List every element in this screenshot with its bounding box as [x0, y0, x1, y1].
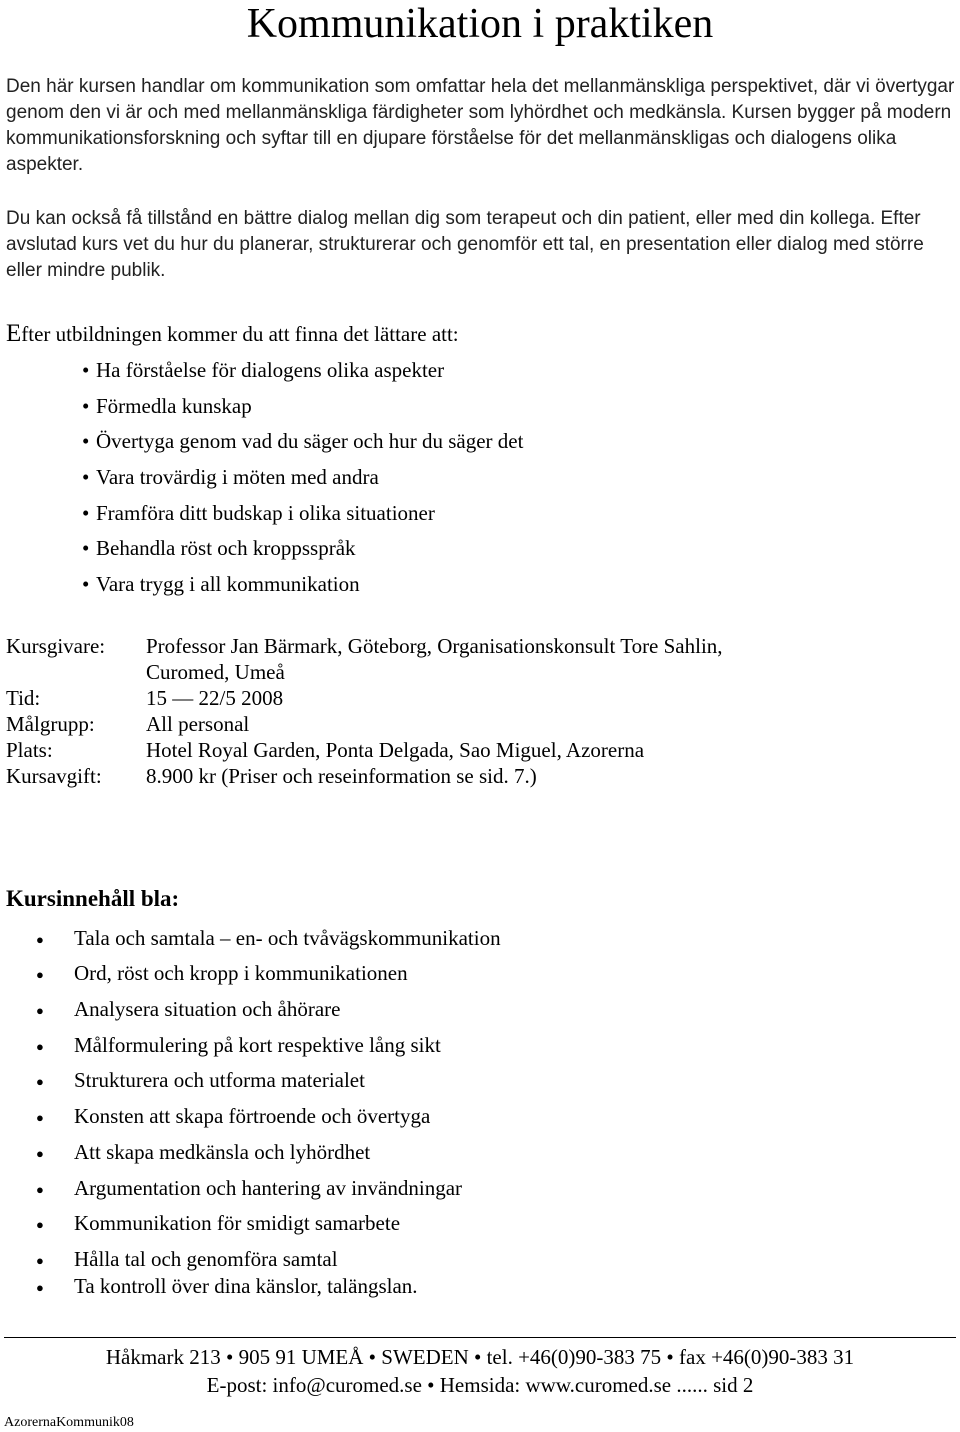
bullet-icon: ●: [36, 1146, 44, 1162]
bullet-icon: •: [82, 536, 90, 560]
info-value-plats: Hotel Royal Garden, Ponta Delgada, Sao Miguel, Azorerna: [146, 738, 645, 762]
content-item: [36, 1245, 338, 1275]
bullet-icon: •: [82, 394, 90, 418]
document-code: AzorernaKommunik08: [4, 1415, 134, 1430]
footer-divider: [4, 1337, 956, 1338]
page-title: Kommunikation i praktiken: [246, 1, 714, 47]
content-item: [36, 1209, 400, 1239]
content-item-text: Ta kontroll över dina känslor, talängslan.: [74, 1274, 418, 1298]
content-item-text: Strukturera och utforma materialet: [74, 1068, 365, 1092]
content-item-text: Konsten att skapa förtroende och övertyga: [74, 1104, 431, 1128]
bullet-icon: ●: [36, 1039, 44, 1055]
content-item: [36, 1272, 418, 1302]
content-item-text: Analysera situation och åhörare: [74, 997, 341, 1021]
content-item: [36, 959, 408, 989]
content-item: [36, 1031, 441, 1061]
info-value-malgrupp: All personal: [146, 712, 250, 736]
content-item: [36, 924, 501, 954]
bullet-icon: •: [82, 501, 90, 525]
bullet-icon: ●: [36, 1217, 44, 1233]
goal-text: Ha förståelse för dialogens olika aspekter: [96, 358, 445, 382]
bullet-icon: ●: [36, 1074, 44, 1090]
content-item: [36, 1102, 430, 1132]
bullet-icon: ●: [36, 1003, 44, 1019]
bullet-icon: ●: [36, 967, 44, 983]
info-label-tid: Tid:: [6, 686, 41, 710]
bullet-icon: ●: [36, 932, 44, 948]
goal-text: Framföra ditt budskap i olika situationer: [96, 501, 435, 525]
content-item-text: Målformulering på kort respektive lång sikt: [74, 1033, 441, 1057]
content-item: [36, 1138, 370, 1168]
content-item: [36, 1066, 365, 1096]
info-value-kursgivare-cont: Curomed, Umeå: [146, 660, 285, 684]
footer-contact: E-post: info@curomed.se • Hemsida: www.curomed.se ...... sid 2: [206, 1373, 754, 1397]
bullet-icon: ●: [36, 1253, 44, 1269]
content-heading: Kursinnehåll bla:: [6, 886, 180, 911]
content-item-text: Hålla tal och genomföra samtal: [74, 1247, 338, 1271]
bullet-icon: •: [82, 358, 90, 382]
goals-heading-initial: E: [6, 320, 22, 347]
info-label-malgrupp: Målgrupp:: [6, 712, 95, 736]
content-item: [36, 1174, 462, 1204]
bullet-icon: ●: [36, 1280, 44, 1296]
info-label-kursavgift: Kursavgift:: [6, 764, 102, 788]
goal-text: Behandla röst och kroppsspråk: [96, 536, 356, 560]
goal-text: Vara trygg i all kommunikation: [96, 572, 360, 596]
content-item-text: Kommunikation för smidigt samarbete: [74, 1211, 401, 1235]
goals-heading: [6, 320, 459, 348]
goals-heading-text: fter utbildningen kommer du att finna det lättare att:: [21, 322, 459, 346]
bullet-icon: •: [82, 429, 90, 453]
content-item-text: Argumentation och hantering av invändningar: [74, 1176, 463, 1200]
goal-item: [82, 534, 356, 562]
content-item-text: Att skapa medkänsla och lyhördhet: [74, 1140, 371, 1164]
content-item-text: Tala och samtala – en- och tvåvägskommunikation: [74, 926, 501, 950]
goal-item: [82, 463, 379, 491]
bullet-icon: •: [82, 572, 90, 596]
goal-item: [82, 499, 435, 527]
info-label-kursgivare: Kursgivare:: [6, 634, 106, 658]
bullet-icon: ●: [36, 1110, 44, 1126]
bullet-icon: •: [82, 465, 90, 489]
goal-item: [82, 427, 523, 455]
goal-item: [82, 392, 252, 420]
intro-paragraph-1: Den här kursen handlar om kommunikation som omfattar hela det mellanmänskliga perspektivet, där vi övertygar genom den vi är och med mellanmänskliga färdigheter som lyhördhet och medkänsla. Kursen bygger på modern kommunikationsforskning och syftar till en djupare förståelse för det mellanmänskligas och dialogens olika aspekter.: [6, 76, 955, 175]
info-value-tid: 15 — 22/5 2008: [146, 686, 284, 710]
bullet-icon: ●: [36, 1182, 44, 1198]
info-label-plats: Plats:: [6, 738, 53, 762]
info-value-kursavgift: 8.900 kr (Priser och reseinformation se sid. 7.): [146, 764, 537, 788]
content-item-text: Ord, röst och kropp i kommunikationen: [74, 961, 408, 985]
content-item: [36, 995, 340, 1025]
goal-text: Förmedla kunskap: [96, 394, 252, 418]
goal-text: Övertyga genom vad du säger och hur du säger det: [96, 429, 524, 453]
goal-text: Vara trovärdig i möten med andra: [96, 465, 379, 489]
footer-address: Håkmark 213 • 905 91 UMEÅ • SWEDEN • tel. +46(0)90-383 75 • fax +46(0)90-383 31: [105, 1345, 855, 1369]
intro-paragraph-2: Du kan också få tillstånd en bättre dialog mellan dig som terapeut och din patient, eller med din kollega. Efter avslutad kurs vet du hur du planerar, strukturerar och genomför ett tal, en presentation eller dialog med större eller mindre publik.: [6, 208, 924, 281]
goal-item: [82, 356, 444, 384]
goal-item: [82, 570, 360, 598]
info-value-kursgivare: Professor Jan Bärmark, Göteborg, Organisationskonsult Tore Sahlin,: [146, 634, 723, 658]
